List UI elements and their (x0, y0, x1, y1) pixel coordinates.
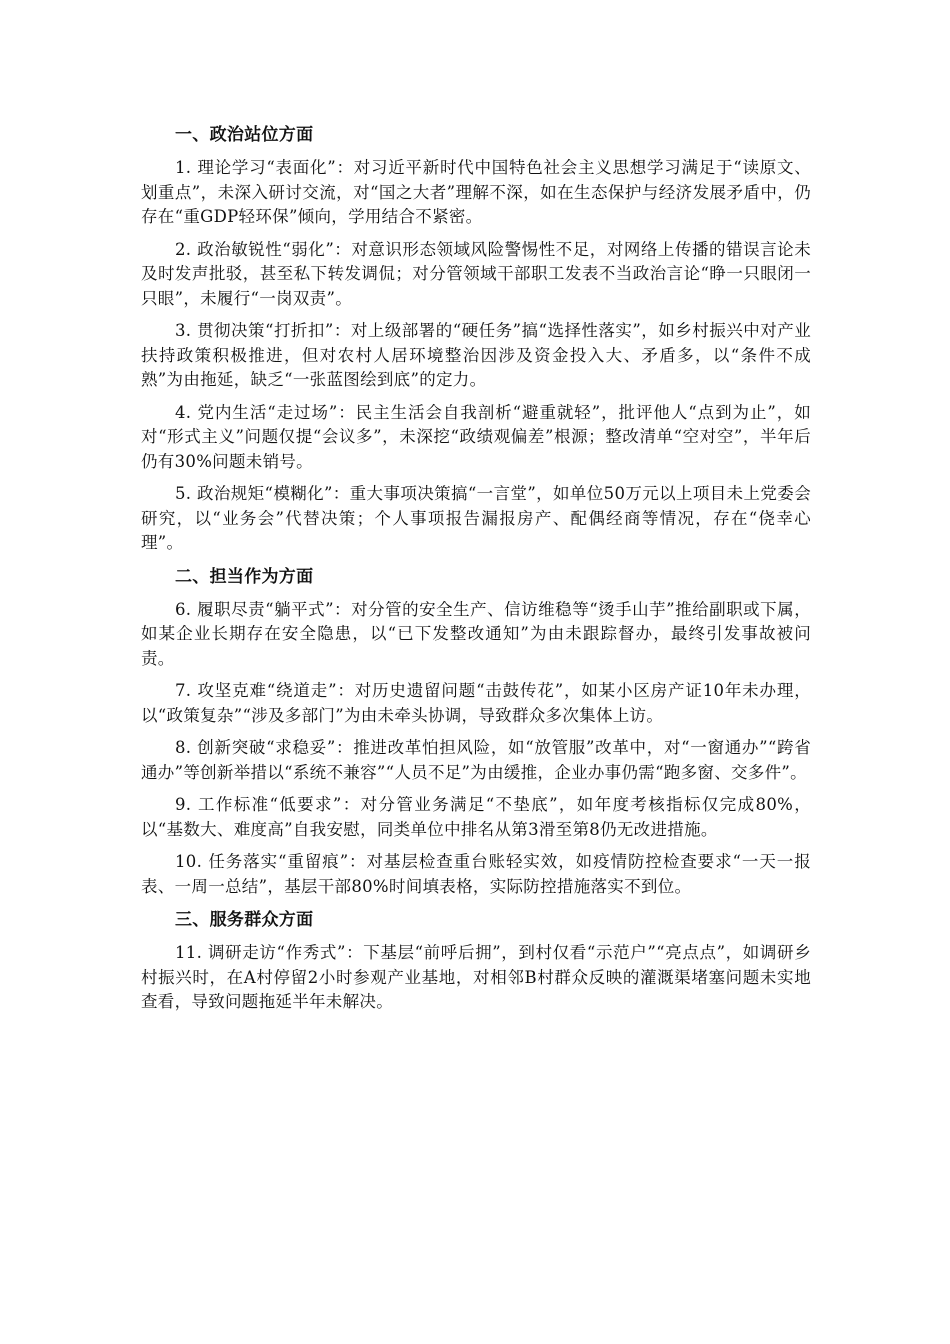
paragraph-item-10: 10. 任务落实“重留痕”：对基层检查重台账轻实效，如疫情防控检查要求“一天一报表、一周一总结”，基层干部80%时间填表格，实际防控措施落实不到位。 (141, 852, 811, 896)
paragraph-item-9: 9. 工作标准“低要求”：对分管业务满足“不垫底”，如年度考核指标仅完成80%，以“基数大、难度高”自我安慰，同类单位中排名从第3滑至第8仍无改进措施。 (141, 795, 811, 839)
paragraph-item-3: 3. 贯彻决策“打折扣”：对上级部署的“硬任务”搞“选择性落实”，如乡村振兴中对产业扶持政策积极推进，但对农村人居环境整治因涉及资金投入大、矛盾多，以“条件不成熟”为由拖延，缺乏“一张蓝图绘到底”的定力。 (141, 321, 811, 389)
document-body (141, 122, 811, 1023)
paragraph-item-5: 5. 政治规矩“模糊化”：重大事项决策搞“一言堂”，如单位50万元以上项目未上党委会研究，以“业务会”代替决策；个人事项报告漏报房产、配偶经商等情况，存在“侥幸心理”。 (141, 484, 811, 552)
paragraph-item-8: 8. 创新突破“求稳妥”：推进改革怕担风险，如“放管服”改革中，对“一窗通办”“跨省通办”等创新举措以“系统不兼容”“人员不足”为由缓推，企业办事仍需“跑多窗、交多件”。 (141, 738, 811, 782)
section-heading-political: 一、政治站位方面 (175, 125, 314, 145)
paragraph-item-6: 6. 履职尽责“躺平式”：对分管的安全生产、信访维稳等“烫手山芋”推给副职或下属，如某企业长期存在安全隐患，以“已下发整改通知”为由未跟踪督办，最终引发事故被问责。 (141, 599, 811, 668)
paragraph-item-7: 7. 攻坚克难“绕道走”：对历史遗留问题“击鼓传花”，如某小区房产证10年未办理，以“政策复杂”“涉及多部门”为由未牵头协调，导致群众多次集体上访。 (141, 681, 811, 725)
paragraph-item-1: 1. 理论学习“表面化”：对习近平新时代中国特色社会主义思想学习满足于“读原文、划重点”，未深入研讨交流，对“国之大者”理解不深，如在生态保护与经济发展矛盾中，仍存在“重GDP轻环保”倾向，学用结合不紧密。 (141, 158, 811, 226)
section-heading-responsibility: 二、担当作为方面 (175, 566, 314, 587)
paragraph-item-2: 2. 政治敏锐性“弱化”：对意识形态领域风险警惕性不足，对网络上传播的错误言论未及时发声批驳，甚至私下转发调侃；对分管领域干部职工发表不当政治言论“睁一只眼闭一只眼”，未履行“一岗双责”。 (141, 239, 811, 308)
section-heading-service: 三、服务群众方面 (175, 910, 314, 930)
paragraph-item-11: 11. 调研走访“作秀式”：下基层“前呼后拥”，到村仅看“示范户”“亮点点”，如调研乡村振兴时，在A村停留2小时参观产业基地，对相邻B村群众反映的灌溉渠堵塞问题未实地查看，导致问题拖延半年未解决。 (141, 943, 811, 1011)
paragraph-item-4: 4. 党内生活“走过场”：民主生活会自我剖析“避重就轻”，批评他人“点到为止”，如对“形式主义”问题仅提“会议多”，未深挖“政绩观偏差”根源；整改清单“空对空”，半年后仍有30%问题未销号。 (141, 402, 811, 471)
